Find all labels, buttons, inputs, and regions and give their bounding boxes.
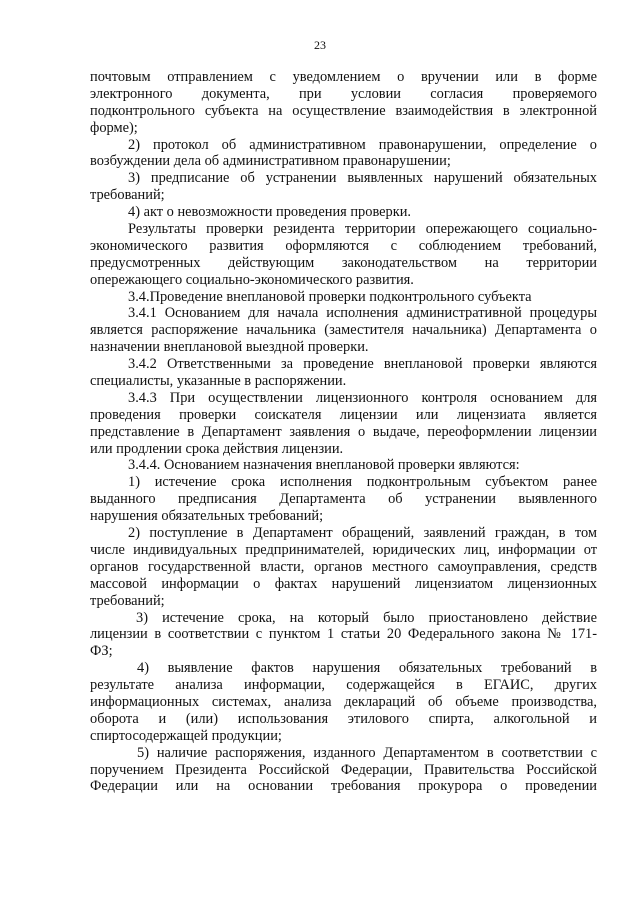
text-line: электронного документа, при условии согласия проверяемого	[90, 85, 597, 102]
document-body	[90, 69, 597, 795]
text-line: специалисты, указанные в распоряжении.	[90, 373, 347, 390]
text-line: оборота и (или) использования этилового спирта, алкогольной и	[90, 710, 597, 727]
text-line: экономического развития оформляются с соблюдением требований,	[90, 237, 597, 254]
text-line: или продлении срока действия лицензии.	[90, 440, 344, 457]
text-line: поручением Президента Российской Федерации, Правительства Российской	[90, 761, 597, 778]
text-line: 3) истечение срока, на который было приостановлено действие	[136, 609, 597, 626]
text-line: возбуждении дела об административном правонарушении;	[90, 153, 451, 170]
text-line: 3) предписание об устранении выявленных нарушений обязательных	[128, 170, 597, 187]
text-line: 3.4.Проведение внеплановой проверки подконтрольного субъекта	[128, 288, 532, 305]
text-line: 4) акт о невозможности проведения проверки.	[128, 204, 412, 221]
text-line: 3.4.1 Основанием для начала исполнения административной процедуры	[128, 305, 597, 322]
text-line: 3.4.4. Основанием назначения внеплановой проверки являются:	[128, 457, 520, 474]
text-line: информационных системах, анализа деклараций об объеме производства,	[90, 693, 597, 710]
text-line: требований;	[90, 187, 165, 204]
page-number: 23	[314, 38, 326, 52]
text-line: результате анализа информации, содержащейся в ЕГАИС, других	[90, 677, 597, 694]
text-line: предусмотренных действующим законодательством на территории	[90, 254, 597, 271]
text-line: лицензии в соответствии с пунктом 1 статьи 20 Федерального закона № 171-	[90, 626, 597, 643]
text-line: является распоряжение начальника (заместителя начальника) Департамента о	[90, 322, 597, 339]
text-line: требований;	[90, 592, 165, 609]
text-line: подконтрольного субъекта на осуществление взаимодействия в электронной	[90, 102, 597, 119]
text-line: 5) наличие распоряжения, изданного Департаментом в соответствии с	[137, 744, 597, 761]
text-line: спиртосодержащей продукции;	[90, 727, 282, 744]
text-line: выданного предписания Департамента об устранении выявленного	[90, 491, 597, 508]
text-line: проведения проверки соискателя лицензии или лицензиата является	[90, 406, 597, 423]
text-line: форме);	[90, 119, 138, 136]
text-line: 2) протокол об административном правонарушении, определение о	[128, 136, 597, 153]
text-line: Результаты проверки резидента территории опережающего социально-	[128, 221, 597, 238]
text-line: массовой информации о фактах нарушений лицензиатом лицензионных	[90, 575, 597, 592]
text-line: нарушения обязательных требований;	[90, 508, 324, 525]
text-line: органов государственной власти, органов местного самоуправления, средств	[90, 558, 597, 575]
text-line: 1) истечение срока исполнения подконтрольным субъектом ранее	[128, 474, 597, 491]
text-line: 2) поступление в Департамент обращений, заявлений граждан, в том	[128, 525, 597, 542]
text-line: опережающего социально-экономического развития.	[90, 271, 414, 288]
text-line: 3.4.2 Ответственными за проведение внеплановой проверки являются	[128, 356, 597, 373]
text-line: назначении внеплановой выездной проверки.	[90, 339, 369, 356]
text-line: ФЗ;	[90, 643, 113, 660]
text-line: числе индивидуальных предпринимателей, юридических лиц, информации от	[90, 541, 597, 558]
text-line: почтовым отправлением с уведомлением о вручении или в форме	[90, 69, 597, 85]
text-line: Федерации или на основании требования прокурора о проведении	[90, 778, 597, 795]
text-line: 3.4.3 При осуществлении лицензионного контроля основанием для	[128, 389, 597, 406]
text-line: представление в Департамент заявления о выдаче, переоформлении лицензии	[90, 423, 597, 440]
text-line: 4) выявление фактов нарушения обязательных требований в	[137, 660, 597, 677]
